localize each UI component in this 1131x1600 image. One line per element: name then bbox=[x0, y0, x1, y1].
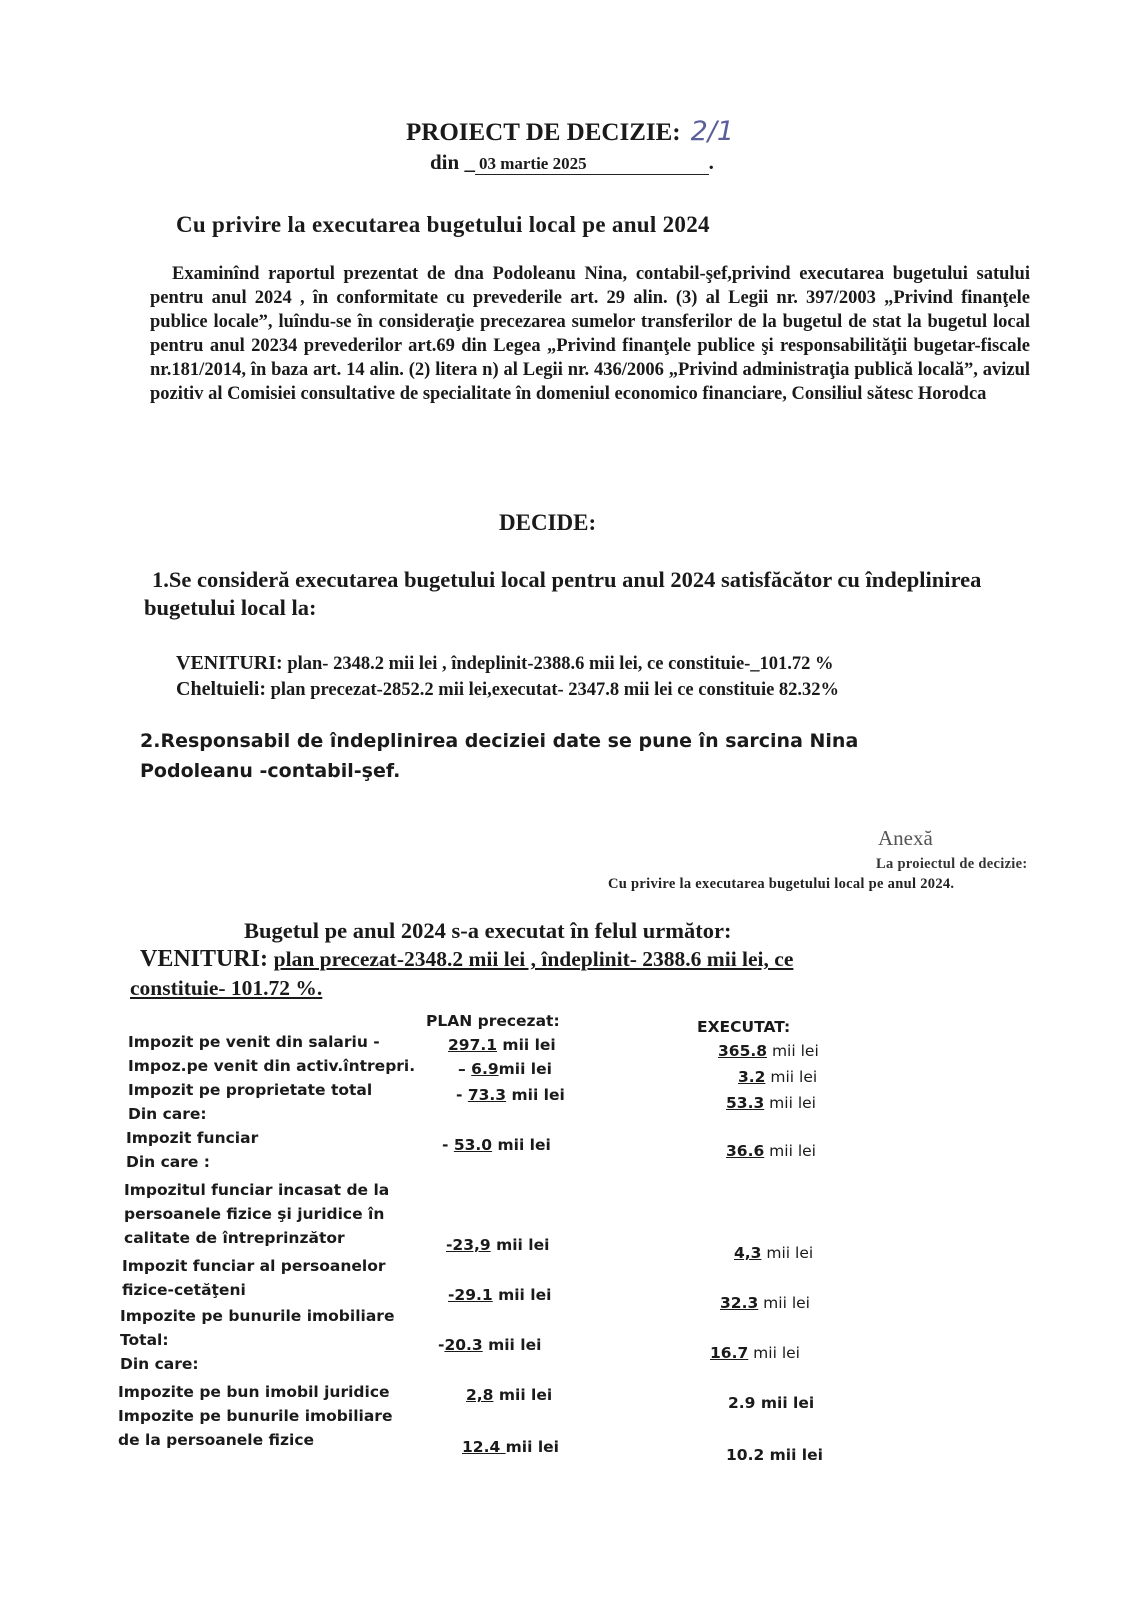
table-row-label: Impozit pe venit din salariu - bbox=[128, 1033, 380, 1051]
table-row-label: Impozit funciar al persoanelor bbox=[122, 1257, 386, 1275]
plan-value: 297.1 mii lei bbox=[448, 1036, 556, 1054]
title-text: PROIECT DE DECIZIE: bbox=[406, 119, 681, 146]
budget-heading: Bugetul pe anul 2024 s-a executat în felul următor: bbox=[244, 918, 732, 943]
executat-value: 3.2 mii lei bbox=[738, 1068, 818, 1086]
table-row-label: calitate de întreprinzător bbox=[124, 1229, 345, 1247]
executat-value: 53.3 mii lei bbox=[726, 1094, 816, 1112]
cheltuieli-text: plan precezat-2852.2 mii lei,executat- 2347.8 mii lei ce constituie 82.32% bbox=[266, 680, 840, 700]
table-row-label: Impozite pe bunurile imobiliare bbox=[118, 1407, 393, 1425]
plan-value: -20.3 mii lei bbox=[438, 1336, 542, 1354]
venituri-summary-label: VENITURI: bbox=[140, 946, 269, 972]
executat-value: 10.2 mii lei bbox=[726, 1446, 823, 1464]
plan-value: -29.1 mii lei bbox=[448, 1286, 552, 1304]
table-row-label: persoanele fizice şi juridice în bbox=[124, 1205, 385, 1223]
preamble-paragraph: Examinînd raportul prezentat de dna Podoleanu Nina, contabil-şef,privind executarea bugetului satului pentru anul 2024 , în conformitate cu prevederile art. 29 alin. (3) al Legii nr. 397/2003 „Privind finanţele publice locale”, luîndu-se în consideraţie precezarea sumelor transferilor de la bugetul de stat la bugetul local pentru anul 20234 prevederilor art.69 din Legea „Privind finanţele publice şi responsabilităţii bugetar-fiscale nr.181/2014, în baza art. 14 alin. (2) litera n) al Legii nr. 436/2006 „Privind administraţia publică locală”, avizul pozitiv al Comisiei consultative de specialitate în domeniul economico financiare, Consiliul sătesc Horodca bbox=[150, 264, 1030, 404]
table-row-label: Impozite pe bunurile imobiliare bbox=[120, 1307, 395, 1325]
column-header-plan: PLAN precezat: bbox=[426, 1012, 560, 1030]
cheltuieli-label: Cheltuieli: bbox=[176, 678, 266, 700]
venituri-text: plan- 2348.2 mii lei , îndeplinit-2388.6 mii lei, ce constituie-_101.72 % bbox=[282, 654, 834, 674]
executat-value: 16.7 mii lei bbox=[710, 1344, 800, 1362]
table-row-label: Din care: bbox=[120, 1355, 199, 1373]
cheltuieli-line bbox=[176, 678, 839, 701]
table-row-label: Din care : bbox=[126, 1153, 211, 1171]
table-row-label: Impozit funciar bbox=[126, 1129, 259, 1147]
plan-value: 2,8 mii lei bbox=[466, 1386, 553, 1404]
annex-line-1: La proiectul de decizie: bbox=[876, 856, 1028, 872]
date-blank-line bbox=[591, 156, 709, 175]
venituri-summary-line bbox=[140, 946, 793, 973]
executat-value: 32.3 mii lei bbox=[720, 1294, 810, 1312]
date-value: 03 martie 2025 bbox=[475, 154, 591, 175]
executat-value: 2.9 mii lei bbox=[728, 1394, 815, 1412]
decision-point-1: 1.Se consideră executarea bugetului local pentru anul 2024 satisfăcător cu îndeplinirea bugetului local la: bbox=[144, 567, 982, 620]
handwritten-number: 2/1 bbox=[690, 116, 735, 147]
executat-value: 365.8 mii lei bbox=[718, 1042, 819, 1060]
column-header-executat: EXECUTAT: bbox=[697, 1018, 791, 1036]
date-suffix: . bbox=[708, 150, 714, 174]
table-row-label: Impozit pe proprietate total bbox=[128, 1081, 373, 1099]
table-row-label: Impozitul funciar incasat de la bbox=[124, 1181, 390, 1199]
table-row-label: Impozite pe bun imobil juridice bbox=[118, 1383, 390, 1401]
date-prefix: din _ bbox=[430, 150, 475, 174]
table-row-label: fizice-cetăţeni bbox=[122, 1281, 246, 1299]
executat-value: 4,3 mii lei bbox=[734, 1244, 814, 1262]
table-row-label: de la persoanele fizice bbox=[118, 1431, 315, 1449]
annex-line-2: Cu privire la executarea bugetului local pe anul 2024. bbox=[608, 876, 955, 892]
venituri-summary-part1: plan precezat-2348.2 mii lei , îndeplinit- 2388.6 mii lei, ce bbox=[273, 947, 794, 971]
table-row-label: Din care: bbox=[128, 1105, 207, 1123]
annex-title: Anexă bbox=[878, 826, 933, 850]
decision-point-2: 2.Responsabil de îndeplinirea deciziei date se pune în sarcina Nina Podoleanu -contabil-şef. bbox=[140, 730, 859, 782]
plan-value: – 6.9mii lei bbox=[458, 1060, 552, 1078]
table-row-label: Impoz.pe venit din activ.întrepri. bbox=[128, 1057, 416, 1075]
executat-value: 36.6 mii lei bbox=[726, 1142, 816, 1160]
plan-value: - 73.3 mii lei bbox=[456, 1086, 565, 1104]
table-row-label: Total: bbox=[120, 1331, 169, 1349]
venituri-line bbox=[176, 652, 834, 675]
venituri-summary-part2: constituie- 101.72 %. bbox=[130, 976, 323, 1000]
document-subject: Cu privire la executarea bugetului local pe anul 2024 bbox=[176, 212, 710, 237]
venituri-label: VENITURI: bbox=[176, 652, 283, 674]
document-date bbox=[430, 150, 714, 175]
plan-value: 12.4 mii lei bbox=[462, 1438, 559, 1456]
decide-heading: DECIDE: bbox=[499, 510, 597, 535]
plan-value: -23,9 mii lei bbox=[446, 1236, 550, 1254]
plan-value: - 53.0 mii lei bbox=[442, 1136, 551, 1154]
document-title bbox=[406, 116, 734, 147]
